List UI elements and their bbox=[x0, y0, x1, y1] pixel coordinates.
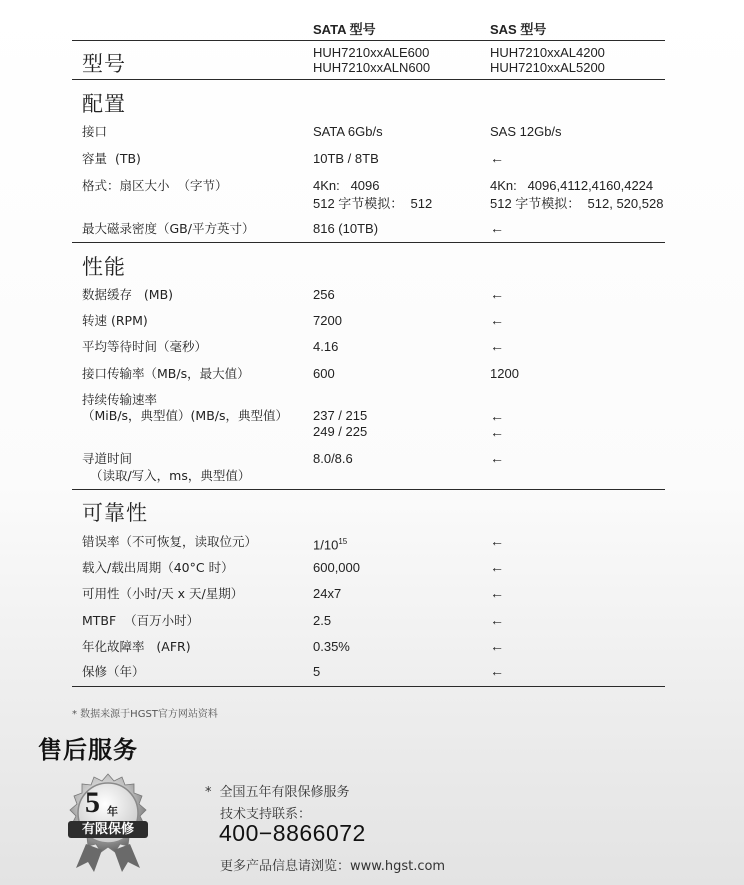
website-line: 更多产品信息请浏览：www.hgst.com bbox=[220, 859, 446, 874]
same-as-sata-arrow: ← bbox=[490, 638, 504, 654]
sas-value: 1200 bbox=[490, 366, 519, 381]
divider bbox=[72, 242, 665, 243]
spec-label: 数据缓存 (MB) bbox=[82, 287, 174, 302]
sata-value: 8.0/8.6 bbox=[313, 451, 353, 466]
divider bbox=[72, 79, 665, 80]
divider bbox=[72, 686, 665, 687]
same-as-sata-arrow: ← ← bbox=[490, 408, 504, 440]
source-footnote: * 数据来源于HGST官方网站资料 bbox=[72, 709, 218, 720]
spec-label: 年化故障率 (AFR) bbox=[82, 639, 191, 654]
same-as-sata-arrow: ← bbox=[490, 533, 504, 549]
sata-value: 256 bbox=[313, 287, 335, 302]
sata-value: 2.5 bbox=[313, 613, 332, 628]
sata-model-numbers: HUH7210xxALE600 HUH7210xxALN600 bbox=[313, 45, 431, 75]
sata-value: 24x7 bbox=[313, 586, 342, 601]
support-contact-label: 技术支持联系： bbox=[220, 807, 312, 822]
same-as-sata-arrow: ← bbox=[490, 312, 504, 328]
sata-value bbox=[313, 533, 347, 553]
sata-value: 5 bbox=[313, 664, 321, 679]
spec-label: 接口传输率（MB/s，最大值） bbox=[82, 366, 250, 381]
same-as-sata-arrow: ← bbox=[490, 585, 504, 601]
sata-value: 4.16 bbox=[313, 339, 339, 354]
support-phone-number: 400−8866072 bbox=[219, 820, 366, 846]
badge-text: 有限保修 bbox=[68, 821, 148, 838]
same-as-sata-arrow: ← bbox=[490, 220, 504, 236]
section-performance: 性能 bbox=[82, 255, 126, 279]
sas-value: SAS 12Gb/s bbox=[490, 124, 562, 139]
service-line-warranty bbox=[205, 781, 350, 800]
same-as-sata-arrow: ← bbox=[490, 450, 504, 466]
sas-model-header: SAS 型号 bbox=[490, 22, 547, 37]
sata-value: 7200 bbox=[313, 313, 342, 328]
sata-value: 0.35% bbox=[313, 639, 350, 654]
same-as-sata-arrow: ← bbox=[490, 150, 504, 166]
sas-value: 4Kn: 4096,4112,4160,4224 512 字节模拟： 512, 520,528 bbox=[490, 178, 664, 211]
warranty-service-text: 全国五年有限保修服务 bbox=[219, 785, 350, 800]
sata-value: 237 / 215 249 / 225 bbox=[313, 408, 368, 439]
error-rate-base: 1/10 bbox=[313, 537, 339, 553]
spec-label: 持续传输速率 （MiB/s，典型值）(MB/s，典型值） bbox=[82, 392, 289, 423]
spec-label: 接口 bbox=[82, 124, 108, 139]
same-as-sata-arrow: ← bbox=[490, 663, 504, 679]
asterisk: * bbox=[205, 785, 212, 800]
spec-label: 转速 (RPM) bbox=[82, 313, 148, 328]
divider bbox=[72, 40, 665, 41]
spec-label: 平均等待时间（毫秒） bbox=[82, 339, 208, 354]
warranty-badge-icon bbox=[62, 772, 154, 872]
spec-label: MTBF （百万小时） bbox=[82, 613, 200, 628]
sata-model-header: SATA 型号 bbox=[313, 22, 376, 37]
spec-label: 保修（年） bbox=[82, 664, 145, 679]
same-as-sata-arrow: ← bbox=[490, 559, 504, 575]
sata-value: SATA 6Gb/s bbox=[313, 124, 383, 139]
model-heading: 型号 bbox=[82, 52, 126, 76]
same-as-sata-arrow: ← bbox=[490, 612, 504, 628]
spec-label: 容量 (TB) bbox=[82, 151, 141, 166]
badge-unit: 年 bbox=[107, 805, 118, 818]
same-as-sata-arrow: ← bbox=[490, 338, 504, 354]
spec-label: 错误率（不可恢复，读取位元） bbox=[82, 534, 258, 549]
sata-value: 600 bbox=[313, 366, 335, 381]
badge-number: 5 bbox=[85, 786, 100, 819]
spec-label: 最大磁录密度（GB/平方英寸） bbox=[82, 221, 255, 236]
spec-label: 寻道时间 （读取/写入，ms，典型值） bbox=[82, 451, 251, 483]
spec-label: 可用性（小时/天 x 天/星期） bbox=[82, 586, 244, 601]
service-title: 售后服务 bbox=[38, 736, 138, 764]
sata-value: 816 (10TB) bbox=[313, 221, 379, 236]
sata-value: 4Kn: 4096 512 字节模拟： 512 bbox=[313, 178, 433, 211]
divider bbox=[72, 489, 665, 490]
sata-value: 600,000 bbox=[313, 560, 360, 575]
spec-label: 载入/载出周期（40°C 时） bbox=[82, 560, 234, 575]
error-rate-exponent: 15 bbox=[338, 537, 348, 546]
section-config: 配置 bbox=[82, 92, 126, 116]
spec-label: 格式：扇区大小 （字节） bbox=[82, 178, 228, 193]
sata-value: 10TB / 8TB bbox=[313, 151, 379, 166]
sas-model-numbers: HUH7210xxAL4200 HUH7210xxAL5200 bbox=[490, 45, 605, 75]
same-as-sata-arrow: ← bbox=[490, 286, 504, 302]
section-reliability: 可靠性 bbox=[82, 501, 148, 525]
